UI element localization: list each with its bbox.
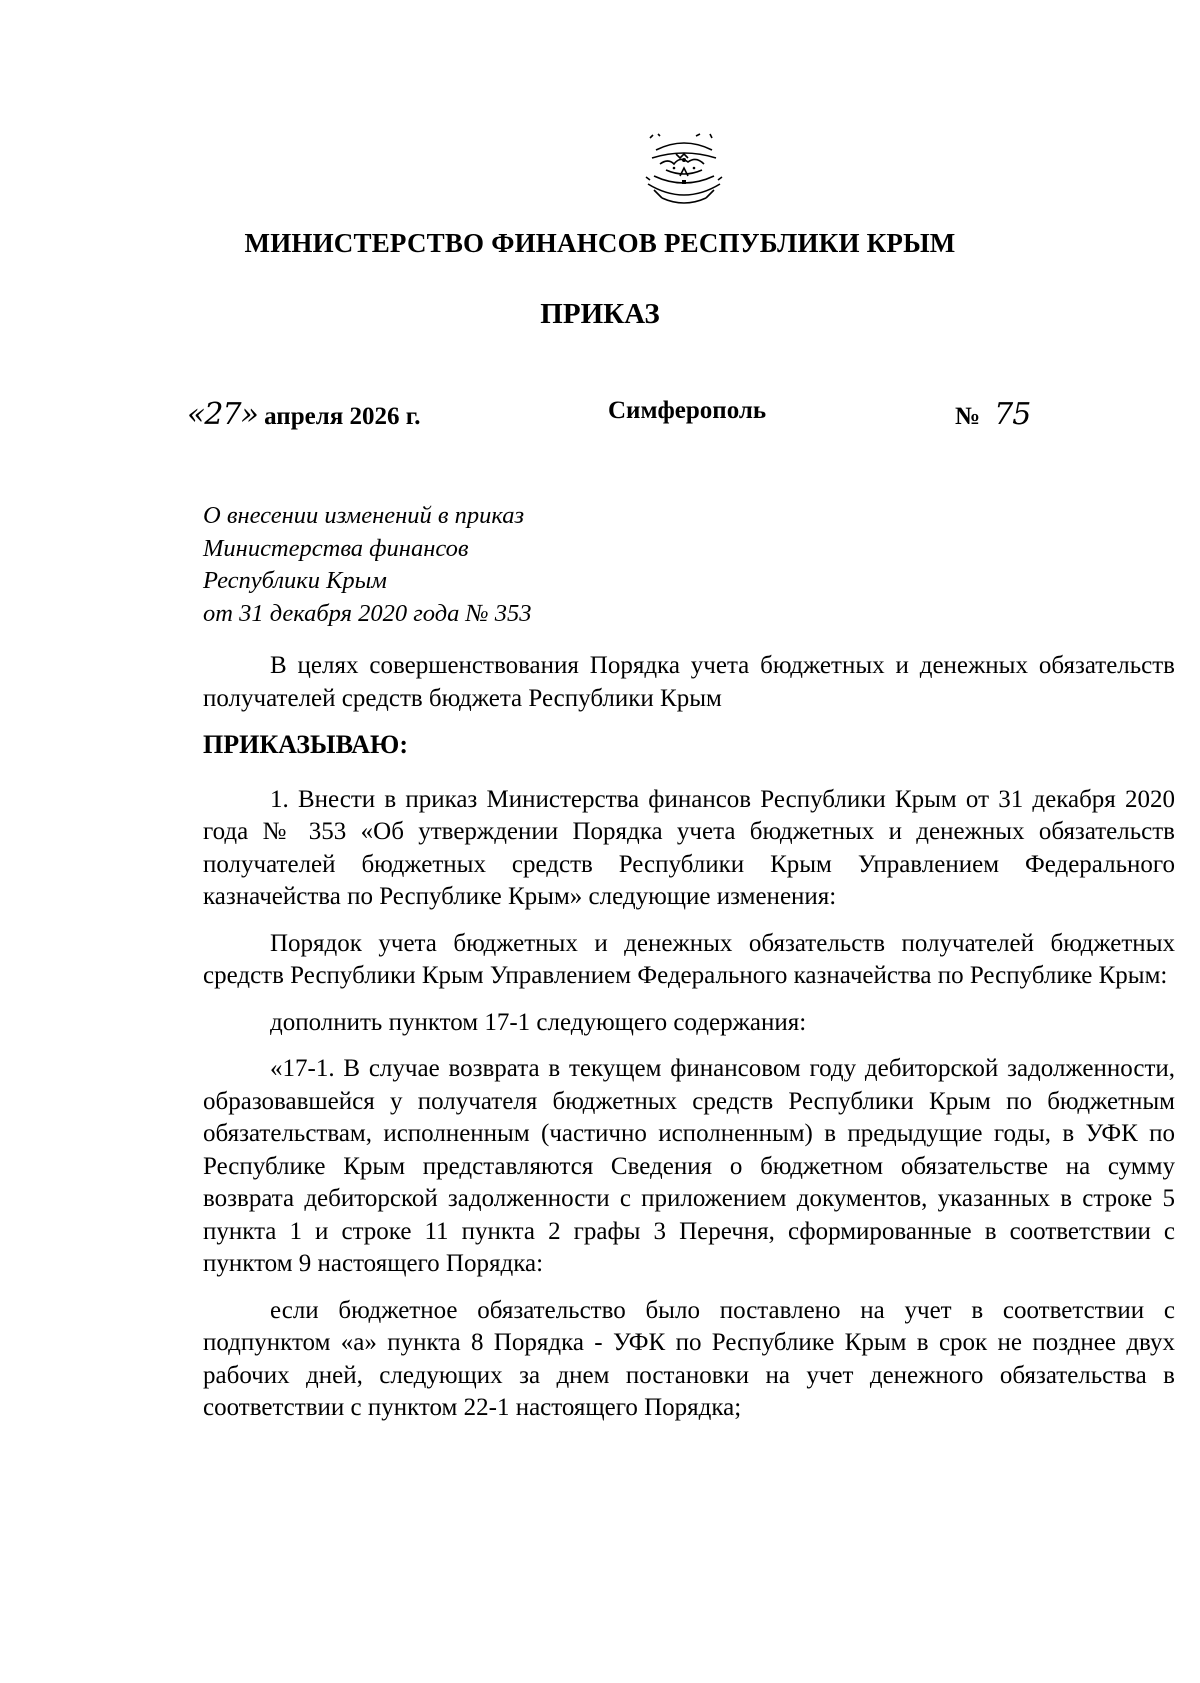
body-paragraph: Порядок учета бюджетных и денежных обязательств получателей бюджетных средств Республики Крым Управлением Федерального казначейства по Республике Крым:	[203, 929, 1175, 989]
handwritten-number: 75	[994, 397, 1031, 432]
document-meta-row	[0, 397, 1200, 437]
subject-line: Республики Крым	[203, 567, 387, 594]
subject-line: от 31 декабря 2020 года № 353	[203, 599, 532, 627]
body-paragraph: дополнить пунктом 17-1 следующего содержания:	[270, 1008, 807, 1036]
order-directive-heading: ПРИКАЗЫВАЮ:	[203, 730, 408, 759]
body-paragraph: «17-1. В случае возврата в текущем финансовом году дебиторской задолженности, образовавшейся у получателя бюджетных средств Республики Крым по бюджетным обязательствам, исполненным (частично исполненным) в предыдущие годы, в УФК по Республике Крым представляются Сведения о бюджетном обязательстве на сумму возврата дебиторской задолженности с приложением документов, указанных в строке 5 пункта 1 и строке 11 пункта 2 графы 3 Перечня, сформированные в соответствии с пунктом 9 настоящего Порядка:	[203, 1055, 1175, 1277]
body-paragraph: если бюджетное обязательство было поставлено на учет в соответствии с подпунктом «а» пункта 8 Порядка - УФК по Республике Крым в срок не позднее двух рабочих дней, следующих за днем постановки на учет денежного обязательства в соответствии с пунктом 22-1 настоящего Порядка;	[203, 1296, 1175, 1421]
document-city: Симферополь	[608, 397, 767, 424]
date-month-year: апреля 2026 г.	[264, 403, 421, 430]
handwritten-date-day: «27»	[187, 397, 258, 432]
body-paragraph: 1. Внести в приказ Министерства финансов Республики Крым от 31 декабря 2020 года № 353 «Об утверждении Порядка учета бюджетных и денежных обязательств получателей бюджетных средств Республики Крым Управлением Федерального казначейства по Республике Крым» следующие изменения:	[203, 785, 1175, 910]
subject-line: О внесении изменений в приказ	[203, 502, 525, 529]
document-type-title: ПРИКАЗ	[540, 298, 660, 330]
ministry-name: МИНИСТЕРСТВО ФИНАНСОВ РЕСПУБЛИКИ КРЫМ	[244, 228, 956, 258]
document-subject	[203, 500, 531, 630]
document-date	[187, 397, 421, 432]
coat-of-arms-emblem-icon	[636, 128, 732, 212]
number-sign: №	[955, 403, 981, 430]
document-body	[203, 650, 1175, 1439]
subject-line: Министерства финансов	[203, 534, 469, 562]
document-number	[955, 397, 1030, 432]
preamble-paragraph: В целях совершенствования Порядка учета бюджетных и денежных обязательств получателей средств бюджета Республики Крым	[203, 652, 1175, 712]
